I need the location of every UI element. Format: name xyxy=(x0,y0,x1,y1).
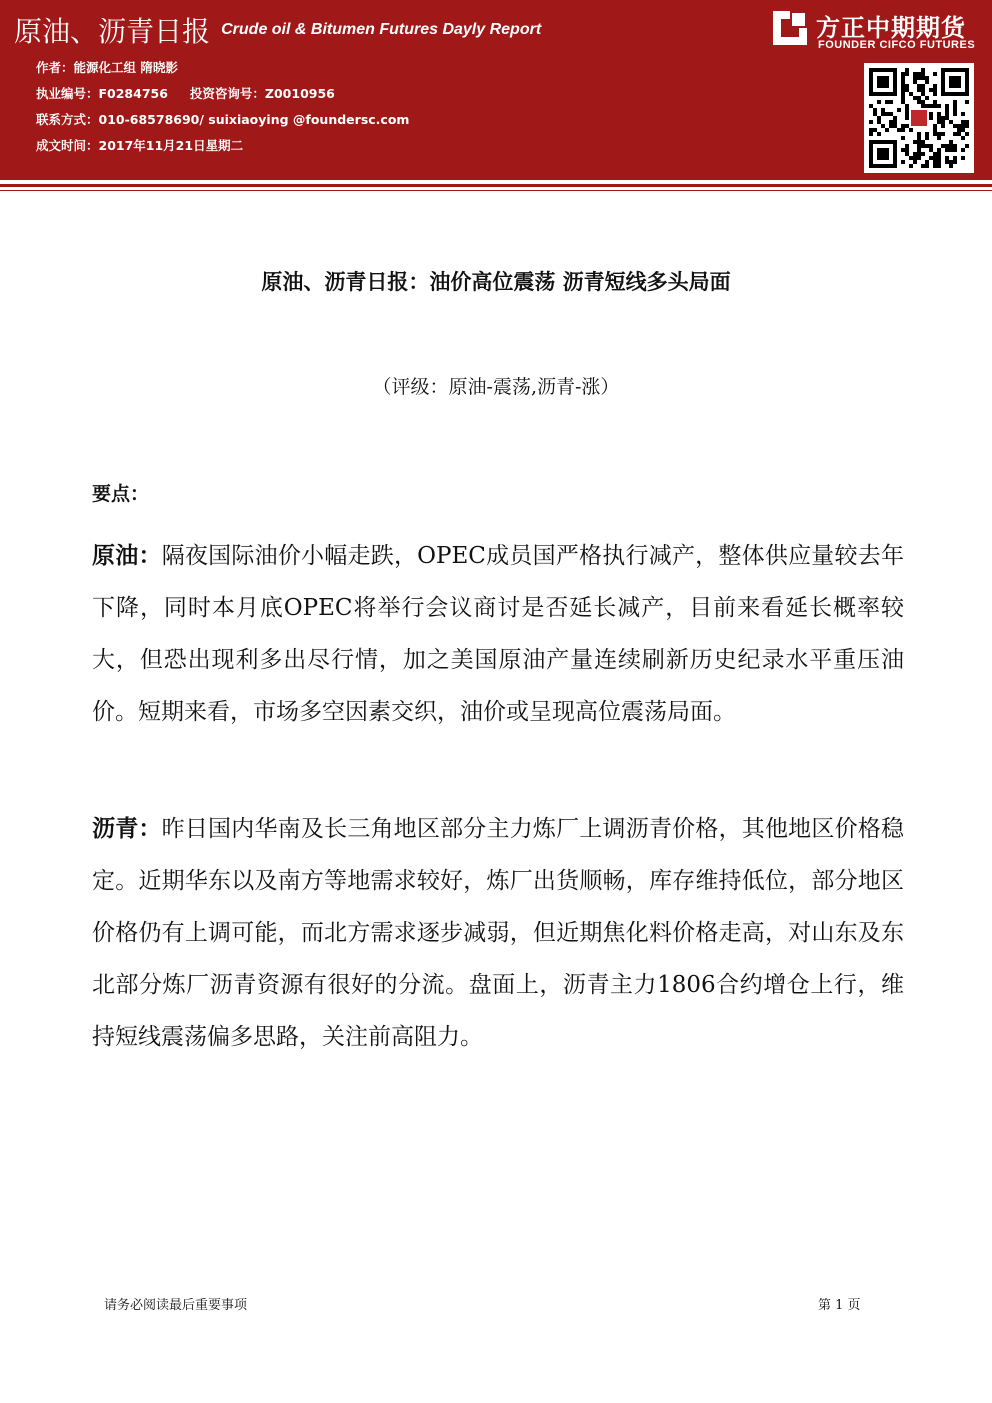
contact-line: 联系方式：010-68578690/ suixiaoying @foundersc.com xyxy=(36,112,410,127)
qr-code xyxy=(864,63,974,173)
report-header xyxy=(0,0,992,180)
report-title-bar xyxy=(14,10,541,50)
paragraph-text: 昨日国内华南及长三角地区部分主力炼厂上调沥青价格，其他地区价格稳定。近期华东以及南方等地需求较好，炼厂出货顺畅，库存维持低位，部分地区价格仍有上调可能，而北方需求逐步减弱，但近期焦化料价格走高，对山东及东北部分炼厂沥青资源有很好的分流。盘面上，沥青主力1806合约增仓上行，维持短线震荡偏多思路，关注前高阻力。 xyxy=(92,816,905,1050)
keypoints-heading: 要点： xyxy=(92,483,150,505)
report-title-en: Crude oil & Bitumen Futures Dayly Report xyxy=(221,21,542,38)
rating-line: （评级：原油-震荡,沥青-涨） xyxy=(372,376,620,398)
paragraph-label: 沥青： xyxy=(92,816,162,842)
author-line: 作者：能源化工组 隋晓影 xyxy=(36,60,178,75)
logo-name-en: FOUNDER CIFCO FUTURES xyxy=(818,39,976,51)
qr-code-icon xyxy=(864,63,974,173)
consult-number: 投资咨询号：Z0010956 xyxy=(189,86,335,101)
report-title-cn: 原油、沥青日报 xyxy=(14,15,211,48)
license-line xyxy=(36,84,335,102)
paragraph-bitumen xyxy=(92,803,904,1063)
paragraph-crude-oil xyxy=(92,530,904,738)
company-logo xyxy=(772,8,987,54)
date-line: 成文时间：2017年11月21日星期二 xyxy=(36,138,244,153)
logo-name-cn: 方正中期期货 xyxy=(816,14,966,42)
document-title: 原油、沥青日报：油价高位震荡 沥青短线多头局面 xyxy=(261,270,731,294)
header-divider xyxy=(0,184,992,187)
page-number: 第 1 页 xyxy=(818,1298,861,1313)
header-divider-thin xyxy=(0,190,992,191)
logo-mark-icon xyxy=(772,10,808,46)
footer-notice: 请务必阅读最后重要事项 xyxy=(104,1298,248,1313)
paragraph-text: 隔夜国际油价小幅走跌，OPEC成员国严格执行减产，整体供应量较去年下降，同时本月底OPEC将举行会议商讨是否延长减产，目前来看延长概率较大，但恐出现利多出尽行情，加之美国原油产量连续刷新历史纪录水平重压油价。短期来看，市场多空因素交织，油价或呈现高位震荡局面。 xyxy=(92,543,904,725)
paragraph-label: 原油： xyxy=(92,543,162,569)
license-number: 执业编号：F0284756 xyxy=(36,86,168,101)
